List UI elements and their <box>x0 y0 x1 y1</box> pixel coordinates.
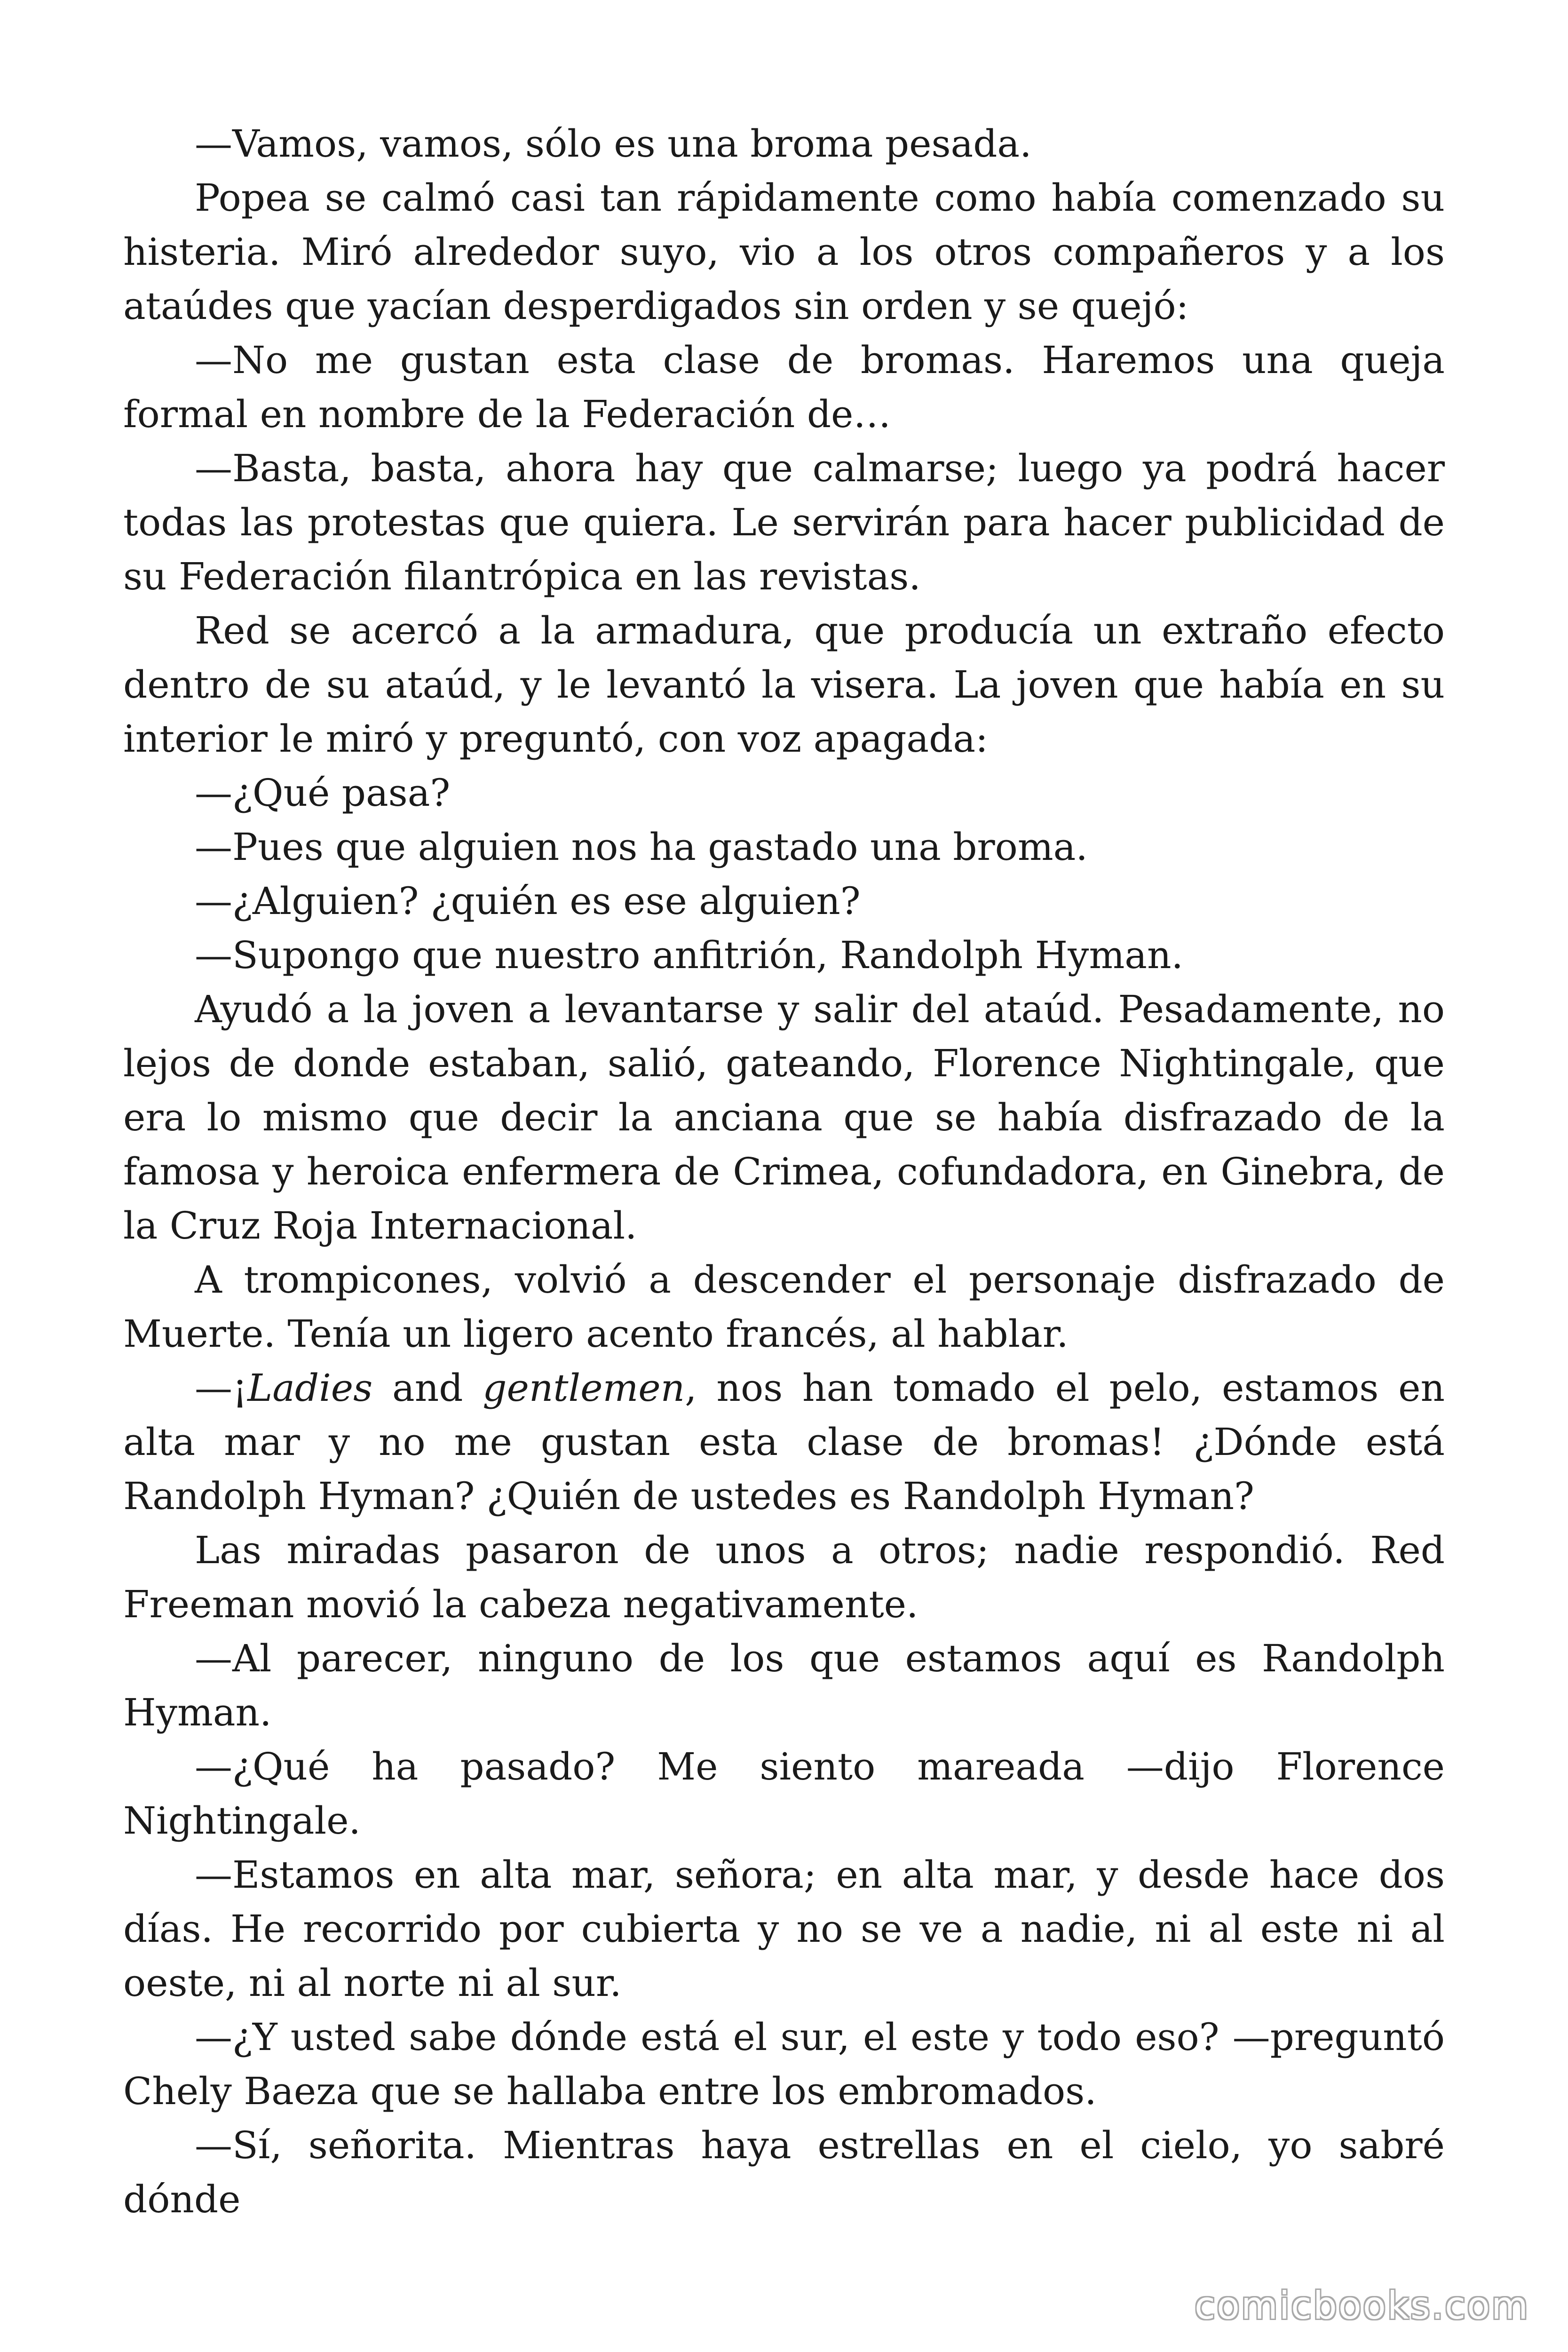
paragraph-6: —¿Qué pasa? <box>195 771 451 815</box>
paragraph-9: —Supongo que nuestro anfitrión, Randolph Hyman. <box>195 933 1183 977</box>
paragraph-16: —Estamos en alta mar, señora; en alta mar, y desde hace dos días. He recorrido por cubierta y no se ve a nadie, ni al este ni al oeste, ni al norte ni al sur. <box>123 1853 1445 2005</box>
paragraph-1: —Vamos, vamos, sólo es una broma pesada. <box>195 122 1032 166</box>
ladies-and: and <box>372 1366 483 1410</box>
ladies-rest: , nos han tomado el pelo, estamos en alta mar y no me gustan esta clase de bromas! ¿Dónde está Randolph Hyman? ¿Quién de ustedes es Randolph Hyman? <box>123 1366 1445 1518</box>
paragraph-17: —¿Y usted sabe dónde está el sur, el este y todo eso? —preguntó Chely Baeza que se hallaba entre los embromados. <box>123 2015 1445 2113</box>
gentlemen-italic: gentlemen <box>483 1366 685 1410</box>
paragraph-5: Red se acercó a la armadura, que producía un extraño efecto dentro de su ataúd, y le levantó la visera. La joven que había en su interior le miró y preguntó, con voz apagada: <box>123 609 1445 761</box>
paragraph-18: —Sí, señorita. Mientras haya estrellas en el cielo, yo sabré dónde <box>123 2123 1445 2221</box>
paragraph-7: —Pues que alguien nos ha gastado una broma. <box>195 825 1088 869</box>
paragraph-14: —Al parecer, ninguno de los que estamos aquí es Randolph Hyman. <box>123 1637 1445 1734</box>
ladies-italic: Ladies <box>247 1366 373 1410</box>
watermark-logo: comicbooks.com <box>1194 2284 1529 2328</box>
page-text <box>123 117 1445 2226</box>
paragraph-8: —¿Alguien? ¿quién es ese alguien? <box>195 879 861 923</box>
paragraph-15: —¿Qué ha pasado? Me siento mareada —dijo Florence Nightingale. <box>123 1745 1445 1843</box>
paragraph-4: —Basta, basta, ahora hay que calmarse; luego ya podrá hacer todas las protestas que quiera. Le servirán para hacer publicidad de su Federación filantrópica en las revistas. <box>123 446 1445 598</box>
paragraph-13: Las miradas pasaron de unos a otros; nadie respondió. Red Freeman movió la cabeza negativamente. <box>123 1528 1445 1626</box>
paragraph-2: Popea se calmó casi tan rápidamente como había comenzado su histeria. Miró alrededor suyo, vio a los otros compañeros y a los ataúdes que yacían desperdigados sin orden y se quejó: <box>123 176 1445 328</box>
paragraph-10: Ayudó a la joven a levantarse y salir del ataúd. Pesadamente, no lejos de donde estaban, salió, gateando, Florence Nightingale, que era lo mismo que decir la anciana que se había disfrazado de la famosa y heroica enfermera de Crimea, cofundadora, en Ginebra, de la Cruz Roja Internacional. <box>123 987 1445 1248</box>
paragraph-11: A trompicones, volvió a descender el personaje disfrazado de Muerte. Tenía un ligero acento francés, al hablar. <box>123 1258 1445 1356</box>
ladies-prefix: —¡ <box>195 1366 248 1410</box>
paragraph-ladies <box>123 1361 1445 1523</box>
paragraph-3: —No me gustan esta clase de bromas. Haremos una queja formal en nombre de la Federación de… <box>123 338 1445 436</box>
